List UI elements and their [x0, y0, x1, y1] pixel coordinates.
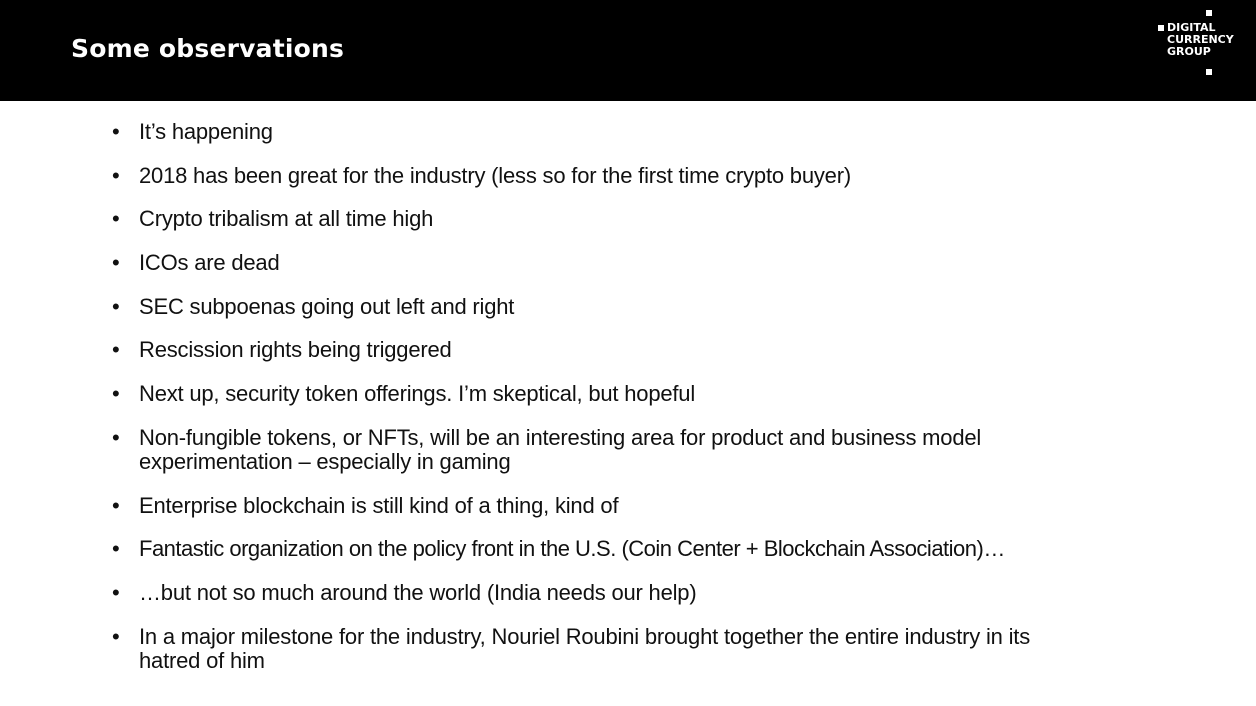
bullet-icon: • — [112, 536, 120, 562]
list-item — [112, 581, 1232, 605]
list-item — [112, 338, 1232, 362]
bullet-icon: • — [112, 492, 120, 518]
logo-line-group: GROUP — [1167, 45, 1211, 58]
bullet-icon: • — [112, 293, 120, 319]
list-item — [112, 295, 1232, 319]
logo-square-icon — [1206, 69, 1212, 75]
logo-square-icon — [1206, 10, 1212, 16]
list-item — [112, 537, 1232, 561]
slide-header — [0, 0, 1256, 101]
list-item — [112, 251, 1232, 275]
observation-list — [112, 120, 1232, 673]
bullet-icon: • — [112, 381, 120, 407]
bullet-icon: • — [112, 623, 120, 649]
list-item-text: Crypto tribalism at all time high — [139, 206, 434, 232]
bullet-icon: • — [112, 424, 120, 450]
list-item — [112, 426, 1232, 474]
list-item — [112, 494, 1232, 518]
list-item-text: Fantastic organization on the policy front in the U.S. (Coin Center + Blockchain Association)… — [139, 536, 1005, 562]
digital-currency-group-logo — [1158, 10, 1250, 80]
logo-line-currency: CURRENCY — [1167, 33, 1234, 46]
list-item — [112, 207, 1232, 231]
bullet-icon: • — [112, 250, 120, 276]
bullet-icon: • — [112, 206, 120, 232]
list-item-text: …but not so much around the world (India needs our help) — [139, 579, 697, 605]
logo-line-digital: DIGITAL — [1167, 21, 1216, 34]
list-item-text: 2018 has been great for the industry (less so for the first time crypto buyer) — [139, 162, 851, 188]
list-item-text: Non-fungible tokens, or NFTs, will be an interesting area for product and business model experimentation – especially in gaming — [139, 424, 982, 474]
list-item-text: It’s happening — [139, 119, 273, 144]
list-item — [112, 120, 1232, 144]
list-item-text: In a major milestone for the industry, Nouriel Roubini brought together the entire industry in its hatred of him — [139, 623, 1031, 673]
list-item-text: Enterprise blockchain is still kind of a thing, kind of — [139, 492, 619, 518]
bullet-icon: • — [112, 337, 120, 363]
list-item — [112, 164, 1232, 188]
list-item-text: Rescission rights being triggered — [139, 337, 452, 363]
list-item — [112, 382, 1232, 406]
bullet-icon: • — [112, 579, 120, 605]
list-item-text: Next up, security token offerings. I’m skeptical, but hopeful — [139, 381, 696, 407]
logo-square-icon — [1158, 25, 1164, 31]
list-item-text: SEC subpoenas going out left and right — [139, 293, 515, 319]
list-item — [112, 625, 1232, 673]
bullet-icon: • — [112, 162, 120, 188]
slide-title: Some observations — [71, 34, 345, 63]
bullet-icon: • — [112, 119, 120, 144]
list-item-text: ICOs are dead — [139, 250, 280, 276]
